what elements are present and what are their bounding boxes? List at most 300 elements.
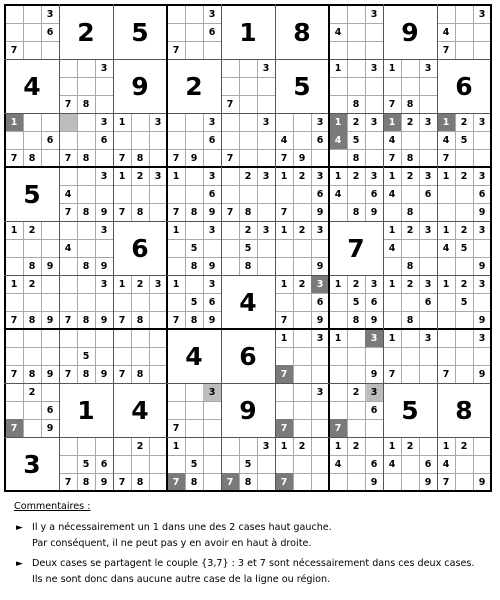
candidate-digit: 3	[478, 116, 486, 128]
grid-cell-r4c3[interactable]	[113, 167, 167, 221]
candidate-digit: 3	[154, 116, 162, 128]
candidate-digit: 3	[262, 440, 270, 452]
candidate-digit	[185, 167, 203, 185]
candidate-digit: 2	[352, 170, 360, 182]
candidate-digit: 1	[172, 440, 180, 452]
grid-cell-r1c7[interactable]	[329, 5, 383, 59]
given-digit: 7	[347, 233, 365, 263]
grid-cell-r8c7[interactable]	[329, 383, 383, 437]
candidate-digit: 4	[280, 134, 288, 146]
candidate-digit	[59, 275, 77, 293]
candidate-digit: 9	[208, 260, 216, 272]
grid-cell-r9c7[interactable]	[329, 437, 383, 491]
candidate-digit	[239, 131, 257, 149]
candidate-digit	[221, 77, 239, 95]
candidate-digit	[203, 239, 221, 257]
candidate-digit	[167, 131, 185, 149]
grid-cell-r7c7[interactable]	[329, 329, 383, 383]
candidate-digit: 2	[460, 170, 468, 182]
candidate-digit: 7	[10, 44, 18, 56]
candidate-digit: 1	[334, 62, 342, 74]
candidate-digit: 8	[136, 368, 144, 380]
grid-cell-r9c5[interactable]	[221, 437, 275, 491]
grid-cell-r9c9[interactable]	[437, 437, 491, 491]
candidate-digit	[23, 41, 41, 59]
grid-cell-r5c9[interactable]	[437, 221, 491, 275]
given-digit: 5	[293, 71, 311, 101]
candidate-digit: 1	[172, 224, 180, 236]
candidate-digit	[113, 329, 131, 347]
candidate-digit: 3	[424, 224, 432, 236]
grid-cell-r2c8[interactable]	[383, 59, 437, 113]
candidate-digit	[293, 131, 311, 149]
candidate-digit	[329, 293, 347, 311]
candidate-digit	[455, 41, 473, 59]
candidate-digit	[455, 365, 473, 383]
candidate-digit	[293, 113, 311, 131]
candidate-digit	[113, 131, 131, 149]
given-digit: 1	[239, 17, 257, 47]
grid-cell-r3c1[interactable]	[5, 113, 59, 167]
grid-cell-r2c9[interactable]	[437, 59, 491, 113]
grid-cell-r8c3[interactable]	[113, 383, 167, 437]
grid-cell-r7c6[interactable]	[275, 329, 329, 383]
candidate-digit: 3	[262, 116, 270, 128]
candidate-digit	[257, 77, 275, 95]
candidate-digit	[311, 437, 329, 455]
grid-cell-r9c2[interactable]	[59, 437, 113, 491]
grid-cell-r1c3[interactable]	[113, 5, 167, 59]
candidate-digit	[203, 473, 221, 491]
candidate-digit: 3	[262, 170, 270, 182]
candidate-digit: 3	[478, 224, 486, 236]
candidate-digit	[455, 455, 473, 473]
candidate-digit: 4	[388, 134, 396, 146]
grid-line	[4, 113, 492, 114]
candidate-digit	[437, 203, 455, 221]
candidate-digit: 7	[118, 314, 126, 326]
candidate-digit: 8	[406, 98, 414, 110]
grid-cell-r7c1[interactable]	[5, 329, 59, 383]
candidate-digit	[293, 383, 311, 401]
candidate-digit: 6	[316, 296, 324, 308]
candidate-digit	[419, 203, 437, 221]
candidate-digit	[257, 185, 275, 203]
grid-line	[4, 221, 492, 222]
candidate-digit	[419, 149, 437, 167]
candidate-digit: 3	[478, 332, 486, 344]
candidate-digit	[221, 131, 239, 149]
candidate-digit	[311, 473, 329, 491]
candidate-digit	[473, 131, 491, 149]
candidate-digit	[131, 347, 149, 365]
candidate-digit	[347, 329, 365, 347]
grid-cell-r9c3[interactable]	[113, 437, 167, 491]
candidate-digit	[257, 95, 275, 113]
grid-cell-r7c2[interactable]	[59, 329, 113, 383]
grid-line	[437, 4, 438, 492]
candidate-digit: 1	[118, 170, 126, 182]
grid-cell-r6c7[interactable]	[329, 275, 383, 329]
candidate-digit: 3	[100, 224, 108, 236]
candidate-digit: 7	[64, 314, 72, 326]
candidate-digit	[401, 185, 419, 203]
candidate-digit: 3	[208, 278, 216, 290]
candidate-digit	[77, 185, 95, 203]
given-digit: 9	[131, 71, 149, 101]
candidate-digit	[185, 221, 203, 239]
comments-title: Commentaires :	[14, 501, 91, 512]
bullet-arrow-icon: ►	[16, 523, 23, 533]
given-digit: 6	[239, 341, 257, 371]
candidate-digit	[41, 149, 59, 167]
candidate-digit: 1	[329, 113, 347, 131]
given-digit: 8	[293, 17, 311, 47]
candidate-digit	[419, 77, 437, 95]
grid-cell-r7c5[interactable]	[221, 329, 275, 383]
candidate-digit: 3	[154, 170, 162, 182]
candidate-digit: 9	[100, 206, 108, 218]
candidate-digit	[95, 293, 113, 311]
grid-cell-r3c8[interactable]	[383, 113, 437, 167]
candidate-digit	[365, 419, 383, 437]
candidate-digit	[77, 239, 95, 257]
candidate-digit	[257, 131, 275, 149]
candidate-digit	[329, 311, 347, 329]
candidate-digit	[455, 311, 473, 329]
candidate-digit: 6	[100, 458, 108, 470]
candidate-digit	[275, 383, 293, 401]
given-digit: 2	[185, 71, 203, 101]
candidate-digit	[473, 149, 491, 167]
grid-cell-r3c3[interactable]	[113, 113, 167, 167]
candidate-digit: 9	[100, 314, 108, 326]
grid-cell-r9c4[interactable]	[167, 437, 221, 491]
candidate-digit: 3	[262, 62, 270, 74]
candidate-digit: 2	[136, 170, 144, 182]
given-digit: 5	[131, 17, 149, 47]
candidate-digit	[419, 257, 437, 275]
candidate-digit	[239, 437, 257, 455]
grid-cell-r4c6[interactable]	[275, 167, 329, 221]
candidate-digit: 5	[82, 350, 90, 362]
candidate-digit: 1	[334, 440, 342, 452]
candidate-digit	[311, 365, 329, 383]
grid-cell-r5c6[interactable]	[275, 221, 329, 275]
candidate-digit	[239, 95, 257, 113]
candidate-digit	[23, 239, 41, 257]
candidate-digit: 4	[388, 458, 396, 470]
grid-line	[221, 4, 222, 492]
grid-cell-r2c1[interactable]	[5, 59, 59, 113]
grid-line	[4, 4, 492, 6]
grid-cell-r5c5[interactable]	[221, 221, 275, 275]
grid-cell-r4c4[interactable]	[167, 167, 221, 221]
candidate-digit: 9	[424, 476, 432, 488]
grid-cell-r8c8[interactable]	[383, 383, 437, 437]
candidate-digit: 7	[442, 44, 450, 56]
candidate-digit	[77, 437, 95, 455]
grid-cell-r5c8[interactable]	[383, 221, 437, 275]
grid-cell-r6c4[interactable]	[167, 275, 221, 329]
grid-cell-r5c7[interactable]	[329, 221, 383, 275]
comment-line: Ils ne sont donc dans aucune autre case de la ligne ou région.	[32, 574, 331, 585]
candidate-digit: 9	[316, 314, 324, 326]
grid-cell-r1c2[interactable]	[59, 5, 113, 59]
candidate-digit	[437, 293, 455, 311]
candidate-digit: 7	[5, 419, 23, 437]
candidate-digit	[113, 437, 131, 455]
grid-cell-r5c3[interactable]	[113, 221, 167, 275]
candidate-digit	[41, 275, 59, 293]
candidate-digit	[95, 347, 113, 365]
candidate-digit	[41, 113, 59, 131]
candidate-digit: 9	[370, 476, 378, 488]
grid-cell-r7c8[interactable]	[383, 329, 437, 383]
candidate-digit: 7	[172, 314, 180, 326]
grid-cell-r9c1[interactable]	[5, 437, 59, 491]
grid-cell-r6c5[interactable]	[221, 275, 275, 329]
candidate-digit: 4	[334, 26, 342, 38]
grid-cell-r8c5[interactable]	[221, 383, 275, 437]
candidate-digit	[473, 437, 491, 455]
candidate-digit: 8	[136, 206, 144, 218]
grid-cell-r6c3[interactable]	[113, 275, 167, 329]
candidate-digit: 1	[334, 278, 342, 290]
candidate-digit	[95, 77, 113, 95]
grid-cell-r2c2[interactable]	[59, 59, 113, 113]
candidate-digit	[221, 455, 239, 473]
candidate-digit: 8	[82, 98, 90, 110]
grid-cell-r8c4[interactable]	[167, 383, 221, 437]
candidate-digit	[329, 365, 347, 383]
grid-cell-r3c7[interactable]	[329, 113, 383, 167]
grid-cell-r3c2[interactable]	[59, 113, 113, 167]
candidate-digit: 3	[316, 224, 324, 236]
candidate-digit	[365, 131, 383, 149]
candidate-digit: 7	[280, 314, 288, 326]
grid-cell-r8c2[interactable]	[59, 383, 113, 437]
grid-cell-r8c6[interactable]	[275, 383, 329, 437]
given-digit: 8	[455, 395, 473, 425]
candidate-digit: 9	[208, 314, 216, 326]
candidate-digit: 6	[478, 188, 486, 200]
candidate-digit	[347, 401, 365, 419]
candidate-digit	[149, 455, 167, 473]
candidate-digit: 1	[172, 278, 180, 290]
grid-cell-r4c9[interactable]	[437, 167, 491, 221]
candidate-digit: 3	[424, 62, 432, 74]
candidate-digit: 4	[442, 242, 450, 254]
grid-cell-r1c8[interactable]	[383, 5, 437, 59]
grid-cell-r1c5[interactable]	[221, 5, 275, 59]
candidate-digit: 8	[136, 476, 144, 488]
grid-line	[4, 437, 492, 438]
candidate-digit: 3	[370, 170, 378, 182]
candidate-digit	[401, 473, 419, 491]
candidate-digit: 1	[118, 116, 126, 128]
candidate-digit: 8	[136, 152, 144, 164]
candidate-digit	[203, 401, 221, 419]
grid-line	[4, 275, 492, 276]
grid-cell-r2c4[interactable]	[167, 59, 221, 113]
candidate-digit: 8	[190, 260, 198, 272]
candidate-digit	[401, 293, 419, 311]
candidate-digit: 4	[334, 188, 342, 200]
grid-cell-r7c3[interactable]	[113, 329, 167, 383]
grid-cell-r5c1[interactable]	[5, 221, 59, 275]
candidate-digit	[167, 455, 185, 473]
candidate-digit: 1	[334, 170, 342, 182]
candidate-digit: 4	[442, 26, 450, 38]
candidate-digit: 2	[298, 278, 306, 290]
grid-cell-r3c4[interactable]	[167, 113, 221, 167]
grid-cell-r7c4[interactable]	[167, 329, 221, 383]
candidate-digit	[239, 59, 257, 77]
candidate-digit: 1	[280, 278, 288, 290]
grid-cell-r4c5[interactable]	[221, 167, 275, 221]
grid-cell-r6c2[interactable]	[59, 275, 113, 329]
candidate-digit	[95, 329, 113, 347]
grid-cell-r1c9[interactable]	[437, 5, 491, 59]
candidate-digit	[419, 311, 437, 329]
candidate-digit: 6	[316, 188, 324, 200]
candidate-digit	[365, 437, 383, 455]
candidate-digit	[221, 257, 239, 275]
grid-cell-r3c5[interactable]	[221, 113, 275, 167]
grid-cell-r1c1[interactable]	[5, 5, 59, 59]
candidate-digit: 3	[370, 278, 378, 290]
candidate-digit	[59, 455, 77, 473]
candidate-digit: 8	[82, 314, 90, 326]
candidate-digit	[41, 221, 59, 239]
grid-cell-r2c6[interactable]	[275, 59, 329, 113]
candidate-digit: 2	[28, 224, 36, 236]
candidate-digit: 6	[46, 134, 54, 146]
candidate-digit: 7	[280, 152, 288, 164]
grid-cell-r9c8[interactable]	[383, 437, 437, 491]
grid-cell-r1c4[interactable]	[167, 5, 221, 59]
candidate-digit	[473, 347, 491, 365]
candidate-digit	[5, 383, 23, 401]
grid-line	[4, 383, 492, 384]
candidate-digit: 3	[100, 170, 108, 182]
candidate-digit	[455, 203, 473, 221]
grid-cell-r7c9[interactable]	[437, 329, 491, 383]
candidate-digit	[221, 113, 239, 131]
candidate-digit	[293, 473, 311, 491]
candidate-digit: 3	[262, 224, 270, 236]
grid-cell-r3c9[interactable]	[437, 113, 491, 167]
grid-cell-r4c8[interactable]	[383, 167, 437, 221]
candidate-digit: 8	[190, 476, 198, 488]
grid-cell-r8c1[interactable]	[5, 383, 59, 437]
candidate-digit	[419, 131, 437, 149]
candidate-digit	[383, 473, 401, 491]
grid-cell-r6c1[interactable]	[5, 275, 59, 329]
candidate-digit	[365, 347, 383, 365]
candidate-digit: 7	[64, 206, 72, 218]
candidate-digit	[293, 257, 311, 275]
candidate-digit: 3	[100, 62, 108, 74]
candidate-digit	[77, 59, 95, 77]
candidate-digit: 8	[190, 314, 198, 326]
candidate-digit: 3	[100, 278, 108, 290]
grid-cell-r1c6[interactable]	[275, 5, 329, 59]
candidate-digit	[113, 347, 131, 365]
grid-cell-r4c7[interactable]	[329, 167, 383, 221]
grid-line	[4, 4, 6, 492]
candidate-digit	[41, 41, 59, 59]
candidate-digit	[419, 347, 437, 365]
candidate-digit: 7	[442, 152, 450, 164]
candidate-digit: 4	[388, 242, 396, 254]
grid-cell-r5c4[interactable]	[167, 221, 221, 275]
grid-cell-r3c6[interactable]	[275, 113, 329, 167]
candidate-digit	[365, 95, 383, 113]
comments-section	[14, 499, 494, 588]
candidate-digit: 2	[28, 386, 36, 398]
candidate-digit: 2	[406, 224, 414, 236]
candidate-digit	[77, 293, 95, 311]
candidate-digit: 9	[478, 314, 486, 326]
candidate-digit	[275, 293, 293, 311]
candidate-digit: 1	[388, 332, 396, 344]
grid-cell-r6c9[interactable]	[437, 275, 491, 329]
candidate-digit	[347, 455, 365, 473]
candidate-digit	[329, 473, 347, 491]
candidate-digit: 4	[64, 188, 72, 200]
candidate-digit	[311, 419, 329, 437]
candidate-digit	[419, 95, 437, 113]
grid-cell-r6c6[interactable]	[275, 275, 329, 329]
candidate-digit	[473, 455, 491, 473]
candidate-digit: 8	[82, 260, 90, 272]
candidate-digit: 4	[442, 134, 450, 146]
candidate-digit: 7	[329, 419, 347, 437]
grid-cell-r2c7[interactable]	[329, 59, 383, 113]
candidate-digit	[221, 437, 239, 455]
candidate-digit	[437, 5, 455, 23]
grid-cell-r4c2[interactable]	[59, 167, 113, 221]
candidate-digit	[365, 23, 383, 41]
grid-cell-r4c1[interactable]	[5, 167, 59, 221]
candidate-digit	[311, 239, 329, 257]
grid-cell-r8c9[interactable]	[437, 383, 491, 437]
grid-cell-r2c3[interactable]	[113, 59, 167, 113]
candidate-digit: 9	[370, 206, 378, 218]
grid-line	[328, 4, 330, 492]
candidate-digit: 8	[406, 152, 414, 164]
candidate-digit: 3	[208, 8, 216, 20]
sudoku-grid	[5, 5, 491, 491]
candidate-digit	[293, 419, 311, 437]
candidate-digit	[293, 239, 311, 257]
candidate-digit	[23, 5, 41, 23]
grid-cell-r6c8[interactable]	[383, 275, 437, 329]
candidate-digit: 2	[244, 224, 252, 236]
grid-cell-r2c5[interactable]	[221, 59, 275, 113]
candidate-digit	[239, 149, 257, 167]
candidate-digit	[77, 275, 95, 293]
grid-cell-r9c6[interactable]	[275, 437, 329, 491]
candidate-digit	[5, 131, 23, 149]
candidate-digit	[347, 77, 365, 95]
grid-cell-r5c2[interactable]	[59, 221, 113, 275]
candidate-digit: 7	[275, 419, 293, 437]
candidate-digit	[383, 257, 401, 275]
candidate-digit	[275, 113, 293, 131]
